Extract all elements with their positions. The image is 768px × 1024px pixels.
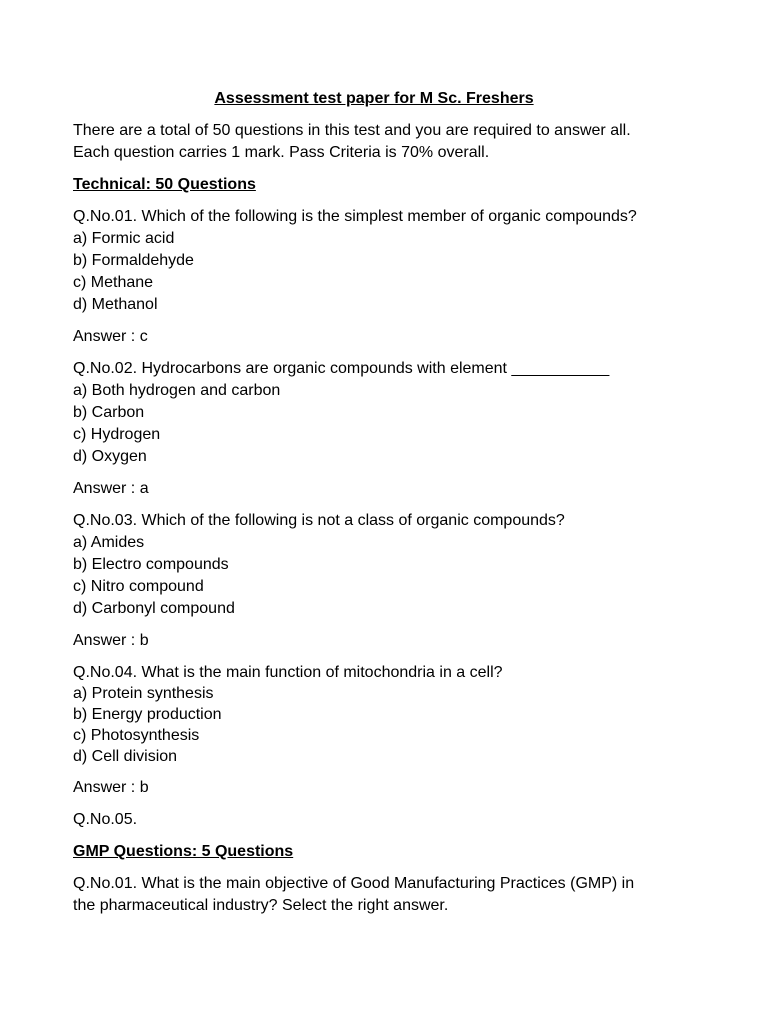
- question-2-option-b: b) Carbon: [73, 404, 145, 421]
- question-1-option-a: a) Formic acid: [73, 230, 175, 247]
- document-body: [73, 88, 693, 927]
- gmp-question-1: [73, 873, 693, 917]
- question-4-option-c: c) Photosynthesis: [73, 727, 200, 744]
- question-text-3: Q.No.03. Which of the following is not a class of organic compounds?: [73, 512, 565, 529]
- question-text-1: Q.No.01. Which of the following is the simplest member of organic compounds?: [73, 208, 637, 225]
- question-3-option-b: b) Electro compounds: [73, 556, 229, 573]
- question-4-option-d: d) Cell division: [73, 748, 178, 765]
- question-4-option-a: a) Protein synthesis: [73, 685, 214, 702]
- intro-line-1: There are a total of 50 questions in this test and you are required to answer all.: [73, 122, 631, 139]
- question-1-answer: Answer : c: [73, 328, 148, 345]
- question-block-2: [73, 358, 693, 468]
- question-4-option-b: b) Energy production: [73, 706, 222, 723]
- question-3-option-d: d) Carbonyl compound: [73, 600, 235, 617]
- question-3-answer: Answer : b: [73, 632, 149, 649]
- intro-line-2: Each question carries 1 mark. Pass Criteria is 70% overall.: [73, 144, 490, 161]
- question-block-4: [73, 662, 693, 767]
- technical-section-heading: Technical: 50 Questions: [73, 176, 256, 193]
- question-2-option-d: d) Oxygen: [73, 448, 147, 465]
- question-text-4: Q.No.04. What is the main function of mitochondria in a cell?: [73, 664, 503, 681]
- question-2-option-c: c) Hydrogen: [73, 426, 161, 443]
- question-1-option-d: d) Methanol: [73, 296, 158, 313]
- question-3-option-c: c) Nitro compound: [73, 578, 204, 595]
- question-block-3: [73, 510, 693, 620]
- question-5-label: Q.No.05.: [73, 811, 138, 828]
- question-2-answer: Answer : a: [73, 480, 149, 497]
- question-text-2: Q.No.02. Hydrocarbons are organic compounds with element ___________: [73, 360, 610, 377]
- question-1-option-b: b) Formaldehyde: [73, 252, 194, 269]
- gmp-section-heading: GMP Questions: 5 Questions: [73, 843, 294, 860]
- question-1-option-c: c) Methane: [73, 274, 154, 291]
- question-2-option-a: a) Both hydrogen and carbon: [73, 382, 281, 399]
- question-4-answer: Answer : b: [73, 779, 149, 796]
- gmp-question-1-line-1: Q.No.01. What is the main objective of Good Manufacturing Practices (GMP) in: [73, 875, 635, 892]
- intro-paragraph: [73, 120, 693, 164]
- gmp-question-1-line-2: the pharmaceutical industry? Select the right answer.: [73, 897, 449, 914]
- document-title: Assessment test paper for M Sc. Freshers: [214, 90, 534, 107]
- question-block-1: [73, 206, 693, 316]
- question-3-option-a: a) Amides: [73, 534, 145, 551]
